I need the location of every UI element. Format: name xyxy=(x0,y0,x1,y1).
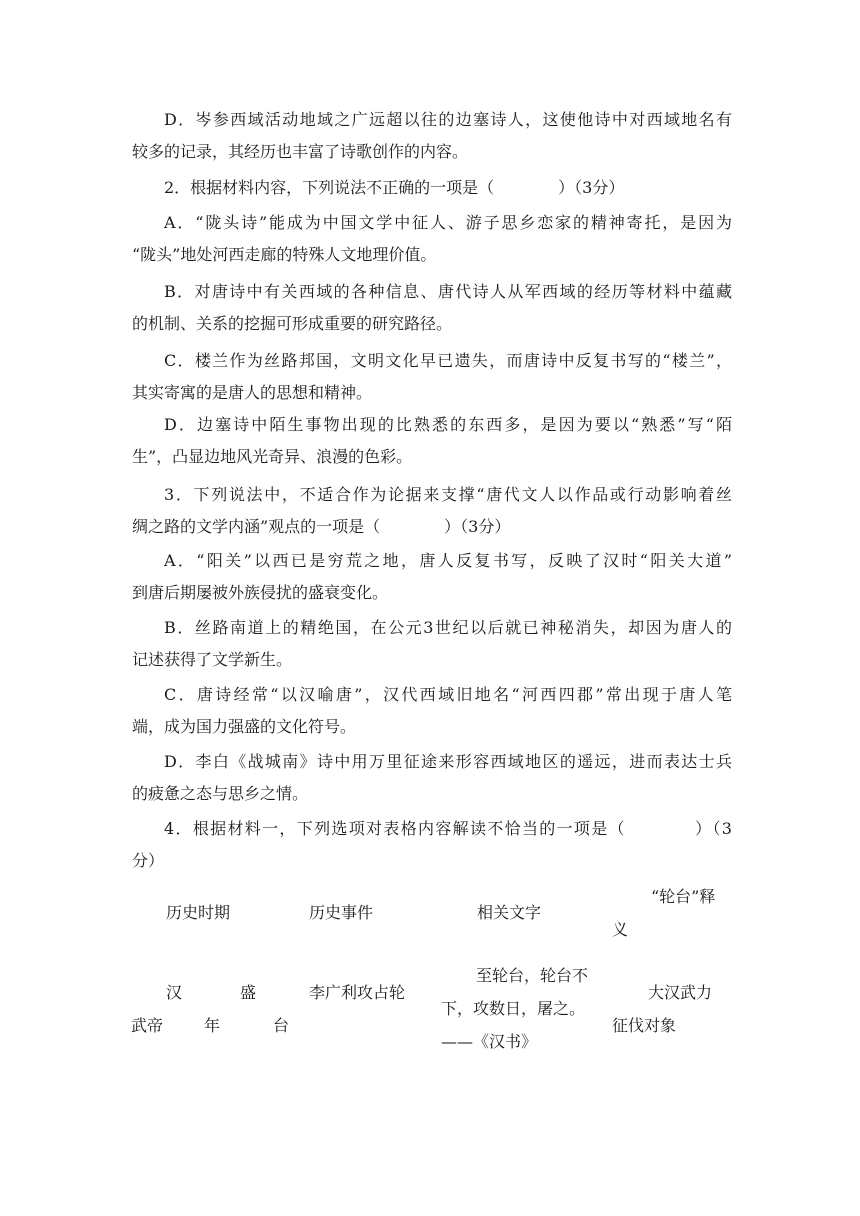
table-cell-text: 下，攻数日，屠之。 xyxy=(441,999,586,1018)
text-line: B．丝路南道上的精绝国，在公元3世纪以后就已神秘消失，却因为唐人的 xyxy=(164,618,732,637)
text-line: B．对唐诗中有关西域的各种信息、唐代诗人从军西域的经历等材料中蕴藏 xyxy=(164,282,732,301)
table-cell-period: 盛 xyxy=(240,983,257,1002)
table-header-text: 相关文字 xyxy=(477,903,542,922)
table-cell-text: ——《汉书》 xyxy=(441,1032,538,1051)
option-c-q3 xyxy=(132,679,732,743)
text-line: 3．下列说法中，不适合作为论据来支撑“唐代文人以作品或行动影响着丝 xyxy=(164,485,732,504)
table-cell-meaning: 大汉武力 xyxy=(648,983,713,1002)
text-line: D．岑参西域活动地域之广远超以往的边塞诗人，这使他诗中对西域地名有 xyxy=(164,110,732,129)
text-line: D．李白《战城南》诗中用万里征途来形容西域地区的遥远，进而表达士兵 xyxy=(164,752,732,771)
option-a-q2 xyxy=(132,207,732,271)
text-line: D．边塞诗中陌生事物出现的比熟悉的东西多，是因为要以“熟悉”写“陌 xyxy=(164,415,732,434)
text-line: A．“阳关”以西已是穷荒之地，唐人反复书写，反映了汉时“阳关大道” xyxy=(164,551,732,570)
text-line: 4．根据材料一，下列选项对表格内容解读不恰当的一项是（ ）（3 xyxy=(164,819,732,838)
table-cell-period: 年 xyxy=(204,1016,221,1035)
text-line: C．楼兰作为丝路邦国，文明文化早已遗失，而唐诗中反复书写的“楼兰”， xyxy=(164,351,732,370)
table-cell-meaning: 征伐对象 xyxy=(612,1016,677,1035)
text-line: 绸之路的文学内涵”观点的一项是（ ）（3分） xyxy=(132,517,511,536)
text-line: 记述获得了文学新生。 xyxy=(132,650,293,669)
question-4 xyxy=(132,813,732,877)
table-header-meaning: “轮台”释 xyxy=(651,887,716,906)
table-header-event: 历史事件 xyxy=(309,903,374,922)
option-a-q3 xyxy=(132,545,732,609)
option-b-q3 xyxy=(132,612,732,676)
table-header-period: 历史时期 xyxy=(166,903,231,922)
text-line: 其实寄寓的是唐人的思想和精神。 xyxy=(132,383,373,402)
table-cell-period: 武帝 xyxy=(131,1016,164,1035)
option-d-q1 xyxy=(132,104,732,168)
table-header-meaning: 义 xyxy=(612,920,629,939)
text-line: 生”，凸显边地风光奇异、浪漫的色彩。 xyxy=(132,447,413,466)
text-line: 的疲惫之态与思乡之情。 xyxy=(132,784,309,803)
text-line: 到唐后期屡被外族侵扰的盛衰变化。 xyxy=(132,583,389,602)
question-2 xyxy=(132,172,732,204)
text-line: 较多的记录，其经历也丰富了诗歌创作的内容。 xyxy=(132,142,469,161)
table-cell-event: 李广利攻占轮 xyxy=(309,983,406,1002)
table-cell-period: 汉 xyxy=(166,983,183,1002)
text-line: “陇头”地处河西走廊的特殊人文地理价值。 xyxy=(132,245,437,264)
text-line: 2．根据材料内容，下列说法不正确的一项是（ ）（3分） xyxy=(164,178,625,197)
option-d-q3 xyxy=(132,746,732,810)
table-cell-event: 台 xyxy=(273,1016,290,1035)
option-c-q2 xyxy=(132,345,732,409)
text-line: 分） xyxy=(132,851,165,870)
text-line: A．“陇头诗”能成为中国文学中征人、游子思乡恋家的精神寄托，是因为 xyxy=(164,213,732,232)
option-d-q2 xyxy=(132,409,732,473)
text-line: 的机制、关系的挖掘可形成重要的研究路径。 xyxy=(132,314,453,333)
question-3 xyxy=(132,479,732,543)
text-line: C．唐诗经常“以汉喻唐”，汉代西域旧地名“河西四郡”常出现于唐人笔 xyxy=(164,685,732,704)
option-b-q2 xyxy=(132,276,732,340)
text-line: 端，成为国力强盛的文化符号。 xyxy=(132,717,357,736)
table-cell-text: 至轮台，轮台不 xyxy=(476,966,589,985)
